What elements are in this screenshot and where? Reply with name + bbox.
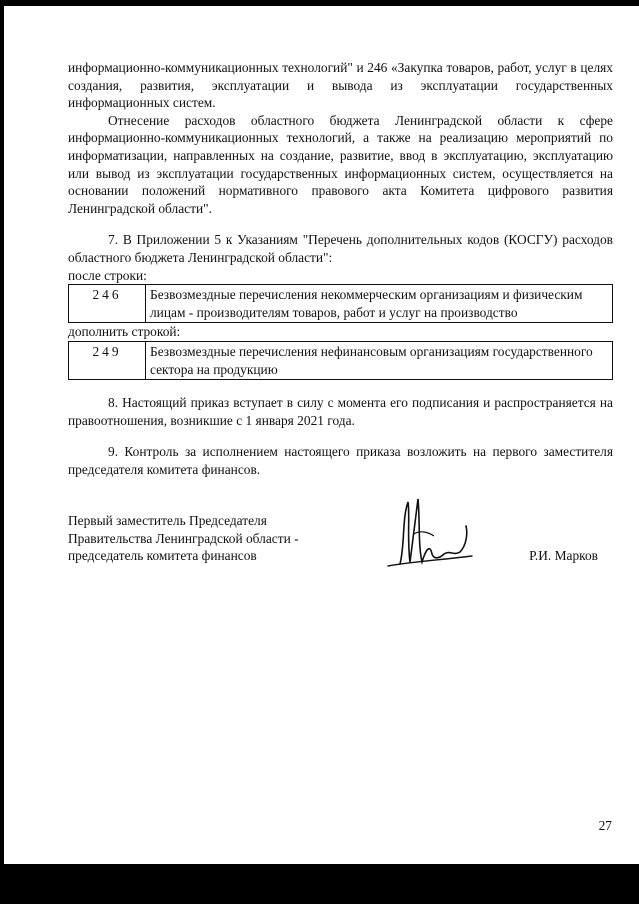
signatory-name: Р.И. Марков [529,548,598,563]
table-row [69,285,613,323]
signatory-title: Первый заместитель Председателя Правительства Ленинградской области - председатель комитета финансов [68,513,299,564]
kosgu-code: 249 [69,341,146,379]
table-added-row [68,341,613,380]
document-body [68,59,613,478]
kosgu-code: 246 [69,285,146,323]
table-row [69,341,613,379]
after-row-caption: после строки: [68,267,147,283]
signature-block [68,512,613,582]
handwritten-signature-icon [380,494,480,574]
scan-border-left [0,0,4,904]
kosgu-description: Безвозмездные перечисления некоммерческим организациям и физическим лицам - производителям товаров, работ и услуг на производство [146,285,613,323]
kosgu-description: Безвозмездные перечисления нефинансовым организациям государственного сектора на продукцию [146,341,613,379]
page-number: 27 [598,818,612,833]
paragraph-ict-expenses: Отнесение расходов областного бюджета Ленинградской области к сфере информационно-коммуникационных технологий, а также на реализацию мероприятий по информатизации, направленных на создание, развитие, ввод в эксплуатацию, эксплуатацию или вывод из эксплуатации государственных информационных систем, осуществляется на основании положений нормативного правового акта Комитета цифрового развития Ленинградской области". [68,112,613,216]
paragraph-continuation: информационно-коммуникационных технологий" и 246 «Закупка товаров, работ, услуг в целях создания, развития, эксплуатации и вывода из эксплуатации государственных информационных систем. [68,60,613,111]
paragraph-item-7: 7. В Приложении 5 к Указаниям "Перечень дополнительных кодов (КОСГУ) расходов областного бюджета Ленинградской области": [68,232,613,265]
scan-border-top [0,0,639,6]
paragraph-item-9: 9. Контроль за исполнением настоящего приказа возложить на первого заместителя председателя комитета финансов. [68,444,613,477]
table-existing-row [68,284,613,323]
scan-border-bottom [0,864,639,904]
add-row-caption: дополнить строкой: [68,324,181,340]
paragraph-item-8: 8. Настоящий приказ вступает в силу с момента его подписания и распространяется на правоотношения, возникшие с 1 января 2021 года. [68,395,613,428]
